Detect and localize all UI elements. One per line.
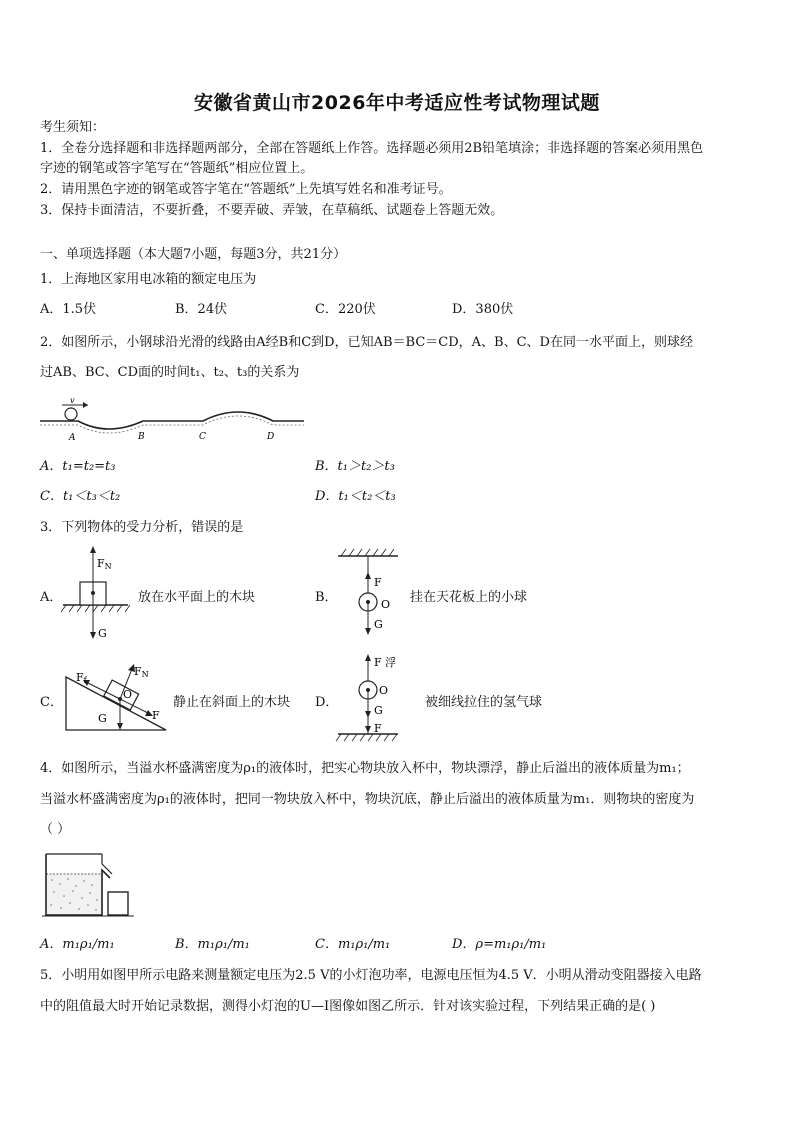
q4-stem-line3: （ ） <box>40 822 71 837</box>
q2-option-c: C．t₁＜t₃＜t₂ <box>40 489 121 504</box>
q2-stem-line2: 过AB、BC、CD面的时间t₁、t₂、t₃的关系为 <box>40 365 300 380</box>
q2-track-figure <box>38 395 308 445</box>
ff-subscript: f <box>83 676 87 685</box>
svg-text:FN <box>134 665 149 679</box>
velocity-label: v <box>70 396 75 405</box>
point-a-label: A <box>69 433 76 443</box>
q4-stem-line2: 当溢水杯盛满密度为ρ₁的液体时，把同一物块放入杯中，物块沉底，静止后溢出的液体质量为m₁．则物块的密度为 <box>40 792 695 807</box>
notice-item-3: 3．保持卡面清洁，不要折叠，不要弄破、弄皱，在草稿纸、试题卷上答题无效。 <box>40 203 504 218</box>
g-label: G <box>98 712 107 725</box>
q3-option-b-letter: B． <box>315 590 338 605</box>
q3-figure-c <box>62 655 172 735</box>
svg-text:FN <box>97 557 112 571</box>
point-b-label: B <box>138 432 145 442</box>
q4-option-c: C．m₁ρ₁/m₁ <box>315 937 391 952</box>
fn-subscript: N <box>141 670 149 679</box>
f-label: F <box>374 576 382 589</box>
fn-label: F <box>134 665 142 678</box>
q3-figure-b <box>333 548 403 638</box>
q3-figure-d <box>333 652 423 744</box>
f-label: F <box>152 709 160 722</box>
q3-option-a-text: 放在水平面上的木块 <box>138 590 256 605</box>
q5-stem-line1: 5．小明用如图甲所示电路来测量额定电压为2.5 V的小灯泡功率，电源电压恒为4.5 V．小明从滑动变阻器接入电路 <box>40 968 702 983</box>
q2-option-d: D．t₁＜t₂＜t₃ <box>315 489 396 504</box>
q3-option-d-text: 被细线拉住的氢气球 <box>425 695 543 710</box>
q3-option-b-text: 挂在天花板上的小球 <box>410 590 528 605</box>
q1-option-a: A．1.5伏 <box>40 302 97 317</box>
g-label: G <box>374 704 383 717</box>
o-label: O <box>379 684 389 697</box>
q2-option-b: B．t₁＞t₂＞t₃ <box>315 459 395 474</box>
block-icon <box>108 892 128 915</box>
o-label: O <box>381 598 391 611</box>
q2-option-a: A．t₁=t₂=t₃ <box>40 459 116 474</box>
notice-item-1: 1．全卷分选择题和非选择题两部分，全部在答题纸上作答。选择题必须用2B铅笔填涂；非选择题的答案必须用黑色 <box>40 141 704 156</box>
buoyancy-label: F 浮 <box>374 656 397 669</box>
q4-option-d: D．ρ=m₁ρ₁/m₁ <box>452 937 547 952</box>
svg-text:Ff <box>76 671 88 685</box>
point-d-label: D <box>267 432 275 442</box>
fn-label: F <box>97 557 105 570</box>
f-label: F <box>374 722 382 735</box>
notice-item-1-cont: 字迹的钢笔或答字笔写在“答题纸”相应位置上。 <box>40 161 314 176</box>
notice-heading: 考生须知： <box>40 120 106 135</box>
q1-option-c: C．220伏 <box>315 302 376 317</box>
q5-stem-line2: 中的阻值最大时开始记录数据，测得小灯泡的U—I图像如图乙所示．针对该实验过程，下列结果正确的是( ) <box>40 999 656 1014</box>
ff-label: F <box>76 671 84 684</box>
point-c-label: C <box>199 432 206 442</box>
fn-subscript: N <box>104 562 112 571</box>
ball-icon <box>65 408 77 420</box>
q1-option-b: B．24伏 <box>175 302 228 317</box>
q1-stem: 1．上海地区家用电冰箱的额定电压为 <box>40 272 257 287</box>
q1-option-d: D．380伏 <box>452 302 514 317</box>
q4-overflow-cup-figure <box>42 850 137 920</box>
o-label: O <box>123 688 133 701</box>
notice-item-2: 2．请用黑色字迹的钢笔或答字笔在“答题纸”上先填写姓名和准考证号。 <box>40 182 452 197</box>
q4-option-b: B．m₁ρ₁/m₁ <box>175 937 250 952</box>
q4-option-a: A．m₁ρ₁/m₁ <box>40 937 115 952</box>
q3-stem: 3．下列物体的受力分析，错误的是 <box>40 520 244 535</box>
q4-stem-line1: 4．如图所示，当溢水杯盛满密度为ρ₁的液体时，把实心物块放入杯中，物块漂浮，静止后溢出的液体质量为m₁； <box>40 761 690 776</box>
q2-stem-line1: 2．如图所示，小钢球沿光滑的线路由A经B和C到D，已知AB＝BC＝CD，A、B、C、D在同一水平面上，则球经 <box>40 335 693 350</box>
q3-option-c-letter: C． <box>40 695 63 710</box>
g-label: G <box>374 618 383 631</box>
q3-option-a-letter: A． <box>40 590 63 605</box>
q3-figure-a <box>58 542 133 642</box>
section-heading: 一、单项选择题（本大题7小题，每题3分，共21分） <box>40 247 347 262</box>
q3-option-c-text: 静止在斜面上的木块 <box>173 695 291 710</box>
q3-option-d-letter: D． <box>315 695 339 710</box>
g-label: G <box>98 627 107 640</box>
page-title: 安徽省黄山市2026年中考适应性考试物理试题 <box>194 92 600 114</box>
